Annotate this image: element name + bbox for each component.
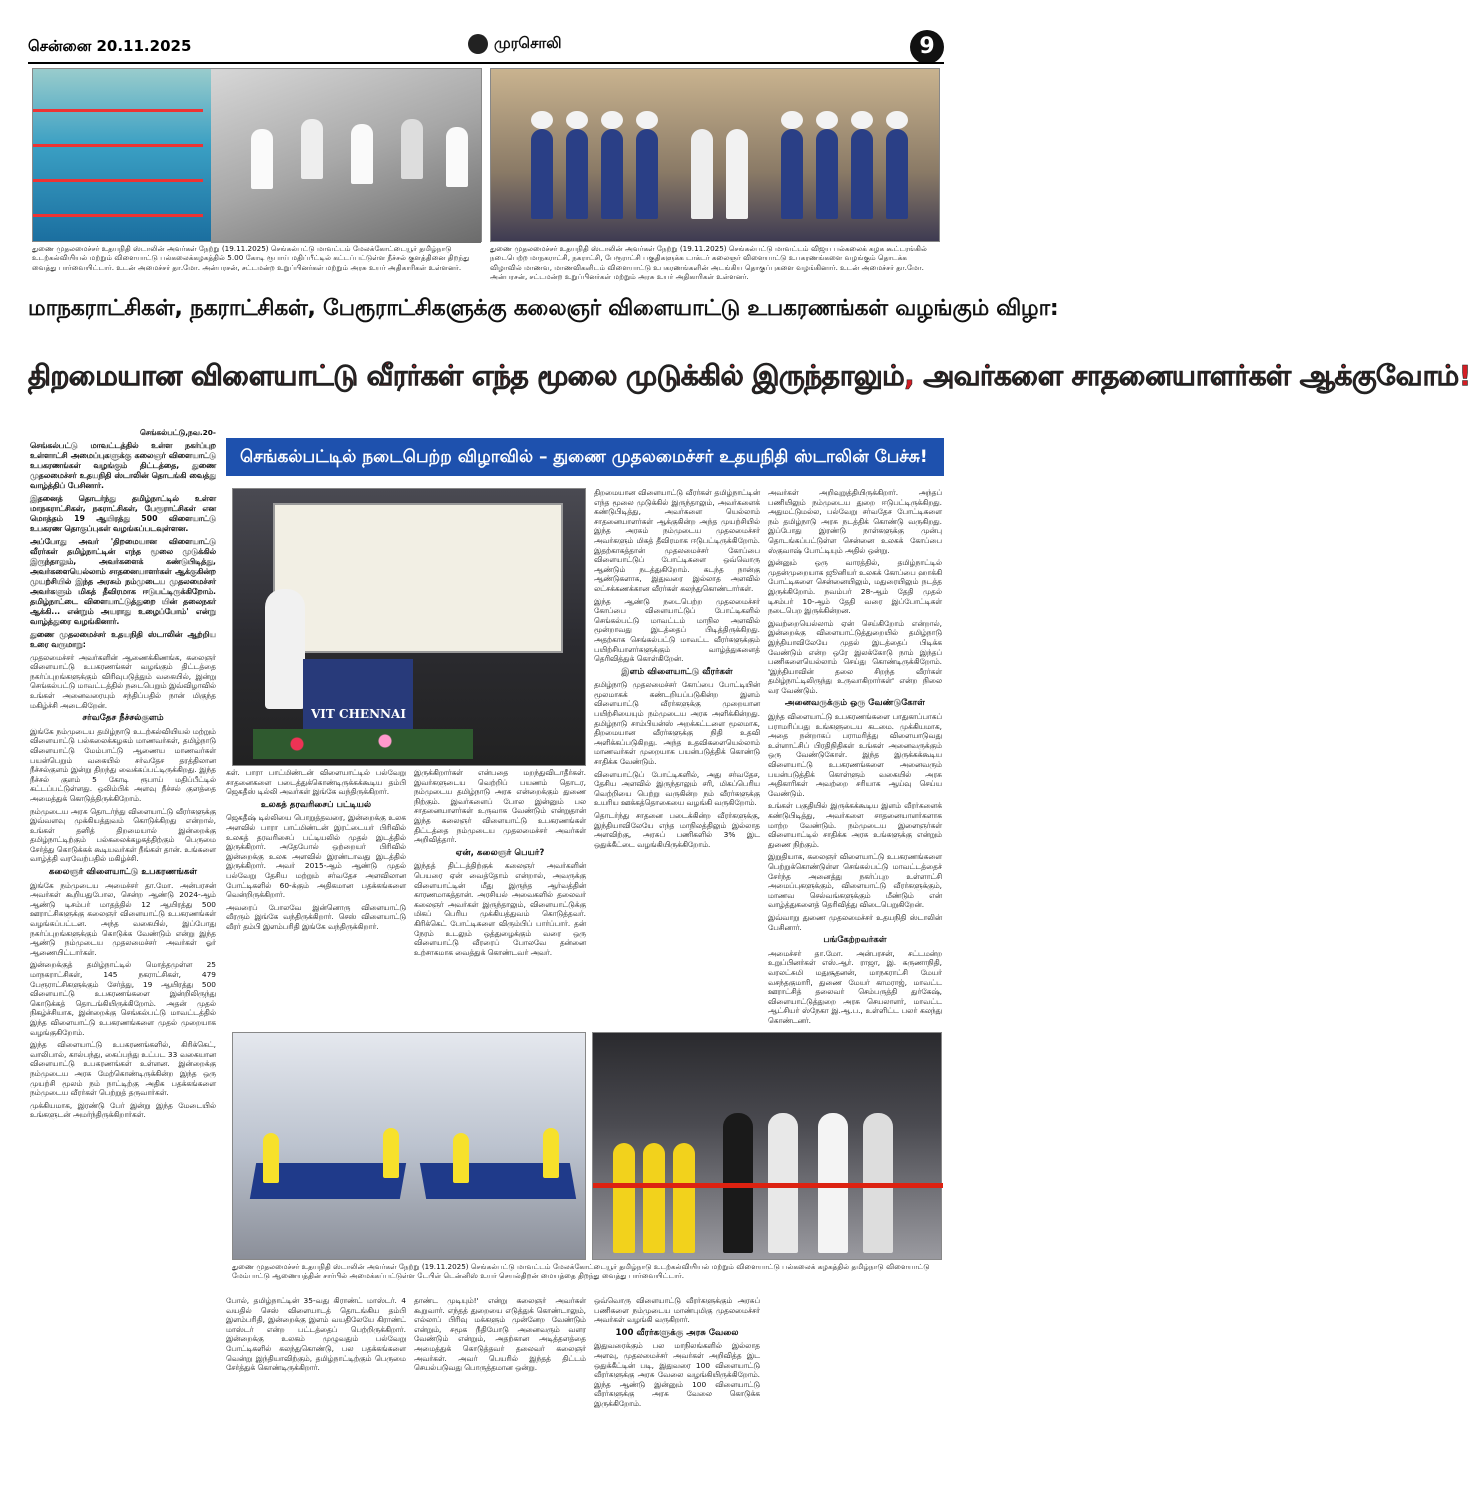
section-heading: சர்வதேச நீச்சல்குளம் — [82, 713, 164, 724]
podium-sign: VIT CHENNAI — [311, 707, 406, 721]
article-column-1 — [30, 428, 216, 1464]
body-paragraph: இந்த விளையாட்டு உபகரணங்களில், கிரிக்கெட், வாலிபால், கால்பந்து, கைப்பந்து உட்பட 33 வகையான விளையாட்டு உபகரணங்கள் உள்ளன. இன்றைக்கு நம்முடைய அரசு மேற்கொண்டிருக்கின்ற இந்த ஒரு முயற்சி மூலம் நம் நாட்டிற்கு அதிக பதக்கங்களை நம்முடைய வீரர்கள் பெற்றுத் தருவார்கள். — [30, 1040, 216, 1098]
ribbon-cutting-photo — [592, 1032, 942, 1260]
masthead — [28, 34, 944, 60]
section-heading: ஏன், கலைஞர் பெயர்? — [455, 847, 545, 858]
body-paragraph: இருக்கிறார்கள் என்பதை மறந்துவிடாதீர்கள். இவர்களுடைய வெற்றிப் பயணம் தொடர, நம்முடைய தமிழ்நாடு அரசு என்றைக்கும் துணை நிற்கும். இவர்களைப் போல இன்னும் பல சாதனையாளர்கள் உருவாக வேண்டும் என்றுதான் இந்த கலைஞர் விளையாட்டு உபகரணங்கள் திட்டத்தை நம்முடைய முதலமைச்சர் அவர்கள் அறிவித்தார். — [414, 768, 586, 845]
body-paragraph: அவர்கள் அறிவுறுத்தியிருக்கிறார். அந்தப் பணியிலும் நம்முடைய துறை ஈடுபட்டிருக்கிறது. அதுமட்டுமல்ல, பல்வேறு சர்வதேச போட்டிகளை நம் தமிழ்நாடு அரசு நடத்திக் கொண்டு வருகிறது. இப்போது இரண்டு நாள்களுக்கு முன்பு தொடங்கப்பட்டுள்ள சென்னை உலகக் கோப்பை ஸ்குவாஷ் போட்டியும் அதில் ஒன்று. — [768, 488, 942, 555]
body-paragraph: இவ்வாறு துணை முதலமைச்சர் உதயநிதி ஸ்டாலின் பேசினார். — [768, 912, 942, 932]
body-paragraph: இந்தத் திட்டத்திற்குக் கலைஞர் அவர்களின் பெயரை ஏன் வைத்தோம் என்றால், அவருக்கு விளையாட்டின் மீது இருந்த ஆர்வத்தின் காரணமாகத்தான். அரசியல் அவைகளில் தலைவர் கலைஞர் அவர்கள் இருந்தாலும், விளையாட்டுக்கு மிகப் பெரிய முக்கியத்துவம் கொடுத்தவர். கிரிக்கெட் போட்டிகளை விரும்பிப் பார்ப்பார். தன் நேரம் உடலும் ஒத்துழைக்கும் வரை ஒரு விளையாட்டு வீரரைப் போலவே தன்னை உற்சாகமாக வைத்துக் கொண்டவர் அவர். — [414, 861, 586, 957]
stage-speech-photo — [232, 488, 586, 766]
article-column-5 — [768, 488, 942, 1464]
body-paragraph: தாண்ட முடியும்!' என்று கலைஞர் அவர்கள் கூறுவார். எந்தத் துறையை எடுத்துக் கொண்டாலும், எல்லாப் பிரிவு மக்களும் முன்னேற வேண்டும் என்றும், சமூக நீதியோடு அனைவரும் வளர வேண்டும் என்றும், அதற்கான அடித்தளத்தை அமைத்துக் கொடுத்தவர் தலைவர் கலைஞர் அவர்கள். அவர் பெயரில் இந்தத் திட்டம் செயல்படுவது பொருத்தமான ஒன்று. — [414, 1296, 586, 1373]
photo-caption-students: துணை முதலமைச்சர் உதயநிதி ஸ்டாலின் அவர்கள் நேற்று (19.11.2025) செங்கல்பட்டு மாவட்டம் விஜய பல்கலைக் கழக கூட்டரங்கில் நடைபெற்ற மாநகராட்சி, நகராட்சி, பேரூராட்சி பகுதிகளுக்க டாக்டர் கலைஞர் விளையாட்டு உபகரணங்களை வழங்கும் தொடக்க விழாவில் மாணவ, மாணவிகளிடம் விளையாட்டு உபகரணங்களின் அடங்கிய தொகுப்புகளை வழங்கினார். உடன் அமைச்சர் தா.மோ. அன்பரசன், சட்டமன்ற உறுப்பினர்கள் மற்றும் அரசு உயர் அதிகாரிகள் உள்ளனர். — [490, 244, 927, 282]
body-paragraph: இந்த ஆண்டு நடைபெற்ற முதலமைச்சர் கோப்பை விளையாட்டுப் போட்டிகளில் செங்கல்பட்டு மாவட்டம் மாநில அளவில் மூன்றாவது இடத்தைப் பிடித்திருக்கிறது. அதற்காக செங்கல்பட்டு மாவட்ட வீரர்களுக்கும் பயிற்சியாளர்களுக்கும் வாழ்த்துகளைத் தெரிவித்துக் கொள்கிறேன். — [594, 596, 760, 664]
body-paragraph: இதுவரைக்கும் பல மாநிலங்களில் இல்லாத அளவு, முதலமைச்சர் அவர்கள் அறிவித்த இட ஒதுக்கீட்டின் படி, இதுவரை 100 விளையாட்டு வீரர்களுக்கு அரசு வேலை வழங்கியிருக்கிறோம். இந்த ஆண்டு இன்னும் 100 விளையாட்டு வீரர்களுக்கு அரசு வேலை கொடுக்க இருக்கிறோம். — [594, 1341, 760, 1408]
article-column-3 — [414, 768, 586, 1028]
body-paragraph: விளையாட்டுப் போட்டிகளில், அது சர்வதேச, தேசிய அளவில் இருந்தாலும் சரி, மிகப்பெரிய வெற்றியை பெற்று வருகின்ற நம் வீரர்களுக்கு உயரிய ஊக்கத்தொகையை வழங்கி வருகிறோம். — [594, 769, 760, 808]
body-paragraph: இங்கே நம்முடைய அமைச்சர் தா.மோ. அன்பரசன் அவர்கள் கூறியதுபோல, சென்ற ஆண்டு 2024-ஆம் ஆண்டு டிசம்பர் மாதத்தில் 12 ஆயிரத்து 500 ஊராட்சிகளுக்கு கலைஞர் விளையாட்டு உபகரணங்கள் வழங்கப்பட்டன. அந்த வகையில், இப்போது நகர்ப்புறங்களுக்கும் கொடுக்க வேண்டும் என்று இந்த ஆண்டு நம்முடைய முதலமைச்சர் அவர்கள் ஓர் ஆணையிட்டார்கள். — [30, 880, 216, 957]
section-heading: பங்கேற்றவர்கள் — [823, 935, 887, 946]
article-column-3-continued — [414, 1296, 586, 1464]
paper-logo-icon — [468, 34, 488, 54]
body-paragraph: இவற்றையெல்லாம் ஏன் செய்கிறோம் என்றால், இன்றைக்கு விளையாட்டுத்துறையில் தமிழ்நாடு இந்தியாவிலேயே முதல் இடத்தைப் பிடிக்க வேண்டும் என்ற ஒரே இலக்கோடு நாம் இந்தப் பணிகளையெல்லாம் செய்து கொண்டிருக்கிறோம். 'இந்தியாவின் தலை சிறந்த வீரர்கள் தமிழ்நாட்டிலிருந்து உருவாகிறார்கள்' என்ற நிலை வர வேண்டும். — [768, 618, 942, 695]
body-paragraph: அவரைப் போலவே இன்னொரு விளையாட்டு வீரரும் இங்கே வந்திருக்கிறார். செஸ் விளையாட்டு வீரர் தம்பி இளம்பரிதி இங்கே வந்திருக்கிறார். — [226, 902, 406, 931]
section-heading: உலகத் தரவரிசைப் பட்டியல் — [260, 799, 372, 810]
paper-name: முரசொலி — [494, 34, 562, 52]
lead-paragraph: செங்கல்பட்டு மாவட்டத்தில் உள்ள நகர்ப்புற உள்ளாட்சி அமைப்புகளுக்கு கலைஞர் விளையாட்டு உபகரணங்கள் வழங்கும் திட்டத்தை, துணை முதலமைச்சர் உதயநிதி ஸ்டாலின் தொடங்கி வைத்து வாழ்த்திப் பேசினார். — [30, 440, 216, 490]
body-paragraph: இறுதியாக, கலைஞர் விளையாட்டு உபகரணங்களை பெற்றுக்கொண்டுள்ள செங்கல்பட்டு மாவட்டத்தைச் சேர்ந்த அனைத்து நகர்ப்புற உள்ளாட்சி அமைப்புகளுக்கும், விளையாட்டு வீரர்களுக்கும், மாணவ செல்வங்களுக்கும் மீண்டும் என் வாழ்த்துகளைத் தெரிவித்து விடைபெறுகிறேன். — [768, 852, 942, 910]
body-paragraph: ஜெகதீஷ் டில்லியை பொறுத்தவரை, இன்றைக்கு உலக அளவில் பாரா பாட்மிண்டன் இரட்டையர் பிரிவில் உலகத் தரவரிசைப் பட்டியலில் முதல் இடத்தில் இருக்கிறார். அதேபோல் ஒற்றையர் பிரிவில் இன்றைக்கு உலக அளவில் இரண்டாவது இடத்தில் இருக்கிறார். அவர் 2015-ஆம் ஆண்டு முதல் பல்வேறு தேசிய மற்றும் சர்வதேச அளவிலான போட்டிகளில் 60-க்கும் அதிகமான பதக்கங்களை வென்றிருக்கிறார். — [226, 813, 406, 900]
main-headline: திறமையான விளையாட்டு வீரர்கள் எந்த மூலை முடுக்கில் இருந்தாலும், அவர்களை சாதனையாளர்கள் ஆக்குவோம்! — [28, 359, 1471, 392]
body-paragraph: இங்கே நம்முடைய தமிழ்நாடு உடற்கல்வியியல் மற்றும் விளையாட்டு பல்கலைக்கழகம் மாணவர்கள், தமிழ்நாடு விளையாட்டு மேம்பாட்டு ஆணைய மாணவர்கள் பயன்பெறும் வகையில் சர்வதேச தரத்திலான நீச்சல்குளம் இன்று திறந்து வைக்கப்பட்டிருக்கிறது. இந்த நீச்சல் குளம் 5 கோடி ரூபாய் மதிப்பீட்டில் கட்டப்பட்டுள்ளது. ஒலிம்பிக் அளவு நீச்சல் குளத்தை அமைத்துக் கொடுத்திருக்கிறோம். — [30, 726, 216, 803]
section-heading: இளம் விளையாட்டு வீரர்கள் — [621, 666, 733, 677]
body-paragraph: அமைச்சர் தா.மோ. அன்பரசன், சட்டமன்ற உறுப்பினர்கள் எஸ்.ஆர். ராஜா, இ. கருணாநிதி, வரலட்சுமி மதுசூதனன், மாநகராட்சி மேயர் வசந்தகுமாரி, துணை மேயர் காமராஜ், மாவட்ட ஊராட்சித் தலைவர் செம்பருத்தி துர்கேஷ், விளையாட்டுத்துறை அரசு செயலாளர், மாவட்ட ஆட்சியர் ஸ்நேகா இ.ஆ.ப., உள்ளிட்ட பலர் கலந்து கொண்டனர். — [768, 948, 942, 1025]
masthead-divider — [28, 62, 944, 64]
article-column-2 — [226, 768, 406, 1028]
swimming-pool-photo — [32, 68, 482, 242]
body-paragraph: இந்த விளையாட்டு உபகரணங்களை பாதுகாப்பாகப் பராமரிப்பது உங்களுடைய கடமை. முக்கியமாக, அதை நன்றாகப் பராமரித்து விளையாடுவது உள்ளாட்சிப் பிரதிநிதிகள் உங்கள் அனைவருக்கும் ஒரு வேண்டுகோள். இந்த இருக்கக்கூடிய விளையாட்டு உபகரணங்களை அனைவரும் பயன்படுத்திக் கொள்ளும் வகையில் அரசு அதிகாரிகள் அவற்றை சரியாக ஆய்வு செய்ய வேண்டும். — [768, 712, 942, 798]
edition-date: சென்னை 20.11.2025 — [28, 37, 192, 55]
table-tennis-hall-photo — [232, 1032, 586, 1260]
body-paragraph: ஒவ்வொரு விளையாட்டு வீரர்களுக்கும் அரசுப் பணிகளை நம்முடைய மாண்புமிகு முதலமைச்சர் அவர்கள் வழங்கி வருகிறார். — [594, 1296, 760, 1325]
body-paragraph: தமிழ்நாடு முதலமைச்சர் கோப்பை போட்டியின் மூலமாகக் கண்டறியப்படுகின்ற இளம் விளையாட்டு வீரர்களுக்கு முறையான பயிற்சியையும் நம்முடைய அரசு அளிக்கின்றது. தமிழ்நாடு சாம்பியன்ஸ் அறக்கட்டளை மூலமாக, திறமையான வீரர்களுக்கு நிதி உதவி அளிக்கப்படுகிறது. அந்த உதவிகளையெல்லாம் மாணவர்கள் முறையாக பயன்படுத்திக் கொண்டு சாதிக்க வேண்டும். — [594, 680, 760, 767]
page-number-badge: 9 — [910, 30, 944, 64]
body-paragraph: நம்முடைய அரசு தொடர்ந்து விளையாட்டு வீரர்களுக்கு இவ்வளவு முக்கியத்துவம் கொடுக்கிறது என்றால், உங்கள் தனித் திறமையால் இன்றைக்கு தமிழ்நாட்டிற்கும் பல்கலைக்கழகத்திற்கும் பெருமை சேர்த்து கொடுக்கக் கூடியவர்கள் நீங்கள் தான். உங்களை வாழ்த்தி வரவேற்பதில் மகிழ்ச்சி. — [30, 806, 216, 864]
article-column-4-continued — [594, 1296, 760, 1464]
article-column-2-continued — [226, 1296, 406, 1464]
section-heading: 100 வீரர்களுக்கு அரசு வேலை — [615, 1327, 739, 1338]
body-paragraph: கள். பாரா பாட்மிண்டன் விளையாட்டில் பல்வேறு சாதனைகளை படைத்துக்கொண்டிருக்கக்கூடிய தம்பி ஜெகதீஸ் டில்லி அவர்கள் இங்கே வந்திருக்கிறார். — [226, 768, 406, 797]
sub-headline: மாநகராட்சிகள், நகராட்சிகள், பேரூராட்சிகளுக்கு கலைஞர் விளையாட்டு உபகரணங்கள் வழங்கும் விழா: — [28, 296, 1059, 321]
photo-caption-table-tennis: துணை முதலமைச்சர் உதயநிதி ஸ்டாலின் அவர்கள் நேற்று (19.11.2025) செங்கல்பட்டு மாவட்டம் மேலக்கோட்டையூர் தமிழ்நாடு உடற்கல்வியியல் மற்றும் விளையாட்டு பல்கலைக் கழகத்தில் தமிழ்நாடு விளையாட்டு மேம்பாட்டு ஆணையத்தின் சார்பில் அமைக்கப்பட்டுள்ள டேபிள் டென்னிஸ் உயர் செயல்திறன் மையத்தை திறந்து வைத்து பார்வையிட்டார். — [232, 1262, 930, 1281]
section-heading: கலைஞர் விளையாட்டு உபகரணங்கள் — [48, 867, 198, 878]
students-equipment-photo — [490, 68, 940, 242]
photo-caption-pool: துணை முதலமைச்சர் உதயநிதி ஸ்டாலின் அவர்கள் நேற்று (19.11.2025) செங்கல்பட்டு மாவட்டம் மேலக்கோட்டையூர் தமிழ்நாடு உடற்கல்வியியல் மற்றும் விளையாட்டு பல்கலைக்கழகத்தில் 5.00 கோடி ரூபாய் மதிப்பீட்டில் கட்டப்பட்டுள்ள நீச்சல் குளத்தினை திறந்து வைத்து பார்வையிட்டார். உடன் அமைச்சர் தா.மோ. அன்பரசன், சட்டமன்ற உறுப்பினர்கள் மற்றும் அரசு உயர் அதிகாரிகள் உள்ளனர். — [32, 244, 470, 272]
body-paragraph: முதலமைச்சர் அவர்களின் ஆணைக்கிணங்க, கலைஞர் விளையாட்டு உபகரணங்கள் வழங்கும் திட்டத்தை நகர்ப்புறங்களுக்கும் விரிவுபடுத்தும் வகையில், இன்று செங்கல்பட்டு மாவட்டத்தில் நடைபெறும் இவ்விழாவில் உங்கள் அனைவரையும் சந்திப்பதில் நான் மிகுந்த மகிழ்ச்சி அடைகிறேன். — [30, 652, 216, 710]
body-paragraph: முக்கியமாக, இரண்டு பேர் இன்று இந்த மேடையில் உங்களுடன் அமர்ந்திருக்கிறார்கள். — [30, 1100, 216, 1120]
section-heading: அனைவருக்கும் ஒரு வேண்டுகோள் — [784, 698, 926, 709]
lead-paragraph: துணை முதலமைச்சர் உதயநிதி ஸ்டாலின் ஆற்றிய உரை வருமாறு: — [30, 629, 216, 649]
body-paragraph: போல், தமிழ்நாட்டின் 35-வது கிராண்ட் மாஸ்டர். 4 வயதில் செஸ் விளையாடத் தொடங்கிய தம்பி இளம்பரிதி, இன்றைக்கு இளம் வயதிலேயே கிராண்ட் மாஸ்டர் என்ற பட்டத்தைப் பெற்றிருக்கிறார். இன்றைக்கு உலகம் முழுவதும் பல்வேறு போட்டிகளில் கலந்துகொண்டு, பல பதக்கங்களை வென்று இந்தியாவிற்கும், தமிழ்நாட்டிற்கும் பெருமை சேர்த்துக் கொண்டிருக்கிறார். — [226, 1296, 406, 1373]
lead-paragraph: அப்போது அவர் 'திறமையான விளையாட்டு வீரர்கள் தமிழ்நாட்டின் எந்த மூலை முடுக்கில் இருந்தாலும், அவர்களைக் கண்டுபிடித்து, அவர்களையெல்லாம் சாதனையாளர்கள் ஆக்குகின்ற முயற்சியில் இந்த அரசும் நம்முடைய முதலமைச்சர் அவர்களும் மிகத் தீவிரமாக ஈடுபட்டிருக்கிறோம். தமிழ்நாட்டை விளையாட்டுத்துறை யின் தலைநகர் ஆக்கி... என்றும் அயராது உழைப்போம்' என்று வாழ்த்துரை வழங்கினார். — [30, 536, 216, 626]
lead-paragraph: இதனைத் தொடர்ந்து தமிழ்நாட்டில் உள்ள மாநகராட்சிகள், நகராட்சிகள், பேரூராட்சிகள் என மொத்தம் 19 ஆயிரத்து 500 விளையாட்டு உபகரண தொகுப்புகள் வழங்கப்படவுள்ளன. — [30, 493, 216, 533]
body-paragraph: இன்னும் ஒரு வாரத்தில், தமிழ்நாட்டில் முதன்முறையாக ஜூனியர் உலகக் கோப்பை ஹாக்கி போட்டிகளை சென்னையிலும், மதுரையிலும் நடத்த இருக்கிறோம். நவம்பர் 28-ஆம் தேதி முதல் டிசம்பர் 10-ஆம் தேதி வரை இப்போட்டிகள் நடைபெற இருக்கின்றன. — [768, 558, 942, 616]
dateline: செங்கல்பட்டு,நவ.20- — [140, 428, 216, 437]
body-paragraph: இன்றைக்குத் தமிழ்நாட்டில் மொத்தமுள்ள 25 மாநகராட்சிகள், 145 நகராட்சிகள், 479 பேரூராட்சிகளுக்கும் சேர்த்து, 19 ஆயிரத்து 500 விளையாட்டு உபகரணங்களை இன்றிலிருந்து கொடுக்கத் தொடங்கியிருக்கிறோம். அதன் முதல் நிகழ்ச்சியாக, இன்றைக்கு செங்கல்பட்டு மாவட்டத்தில் இந்த விளையாட்டு உபகரணங்களை முதல் முறையாக வழங்குகிறோம். — [30, 960, 216, 1037]
body-paragraph: உங்கள் பகுதியில் இருக்கக்கூடிய இளம் வீரர்களைக் கண்டுபிடித்து, அவர்களை சாதனையாளர்களாக மாற்ற வேண்டும். நம்முடைய இளைஞர்கள் விளையாட்டில் சாதிக்க அரசு உங்களுக்கு என்றும் துணை நிற்கும். — [768, 801, 942, 849]
story-banner: செங்கல்பட்டில் நடைபெற்ற விழாவில் – துணை முதலமைச்சர் உதயநிதி ஸ்டாலின் பேச்சு! — [226, 438, 944, 476]
masthead-brand — [468, 34, 562, 54]
body-paragraph: தொடர்ந்து சாதனை படைக்கின்ற வீரர்களுக்கு, இந்தியாவிலேயே எந்த மாநிலத்திலும் இல்லாத அளவிற்கு, அரசுப் பணிகளில் 3% இட ஒதுக்கீட்டை வழங்கியிருக்கிறோம். — [594, 811, 760, 849]
body-paragraph: திறமையான விளையாட்டு வீரர்கள் தமிழ்நாட்டின் எந்த மூலை முடுக்கில் இருந்தாலும், அவர்களைக் கண்டுபிடித்து, அவர்களை யெல்லாம் சாதனையாளர்கள் ஆக்குகின்ற அந்த முயற்சியில் இந்த அரசும் நம்முடைய முதலமைச்சர் அவர்களும் மிகத் தீவிரமாக ஈடுபட்டிருக்கிறோம். இதற்காகத்தான் முதலமைச்சர் கோப்பை விளையாட்டுப் போட்டிகளை ஒவ்வொரு ஆண்டும் நடத்துகிறோம். கடந்த நான்கு ஆண்டுகளாக, இதுவரை இல்லாத அளவில் லட்சக்கணக்கான வீரர்கள் கலந்துகொண்டார்கள். — [594, 488, 760, 593]
